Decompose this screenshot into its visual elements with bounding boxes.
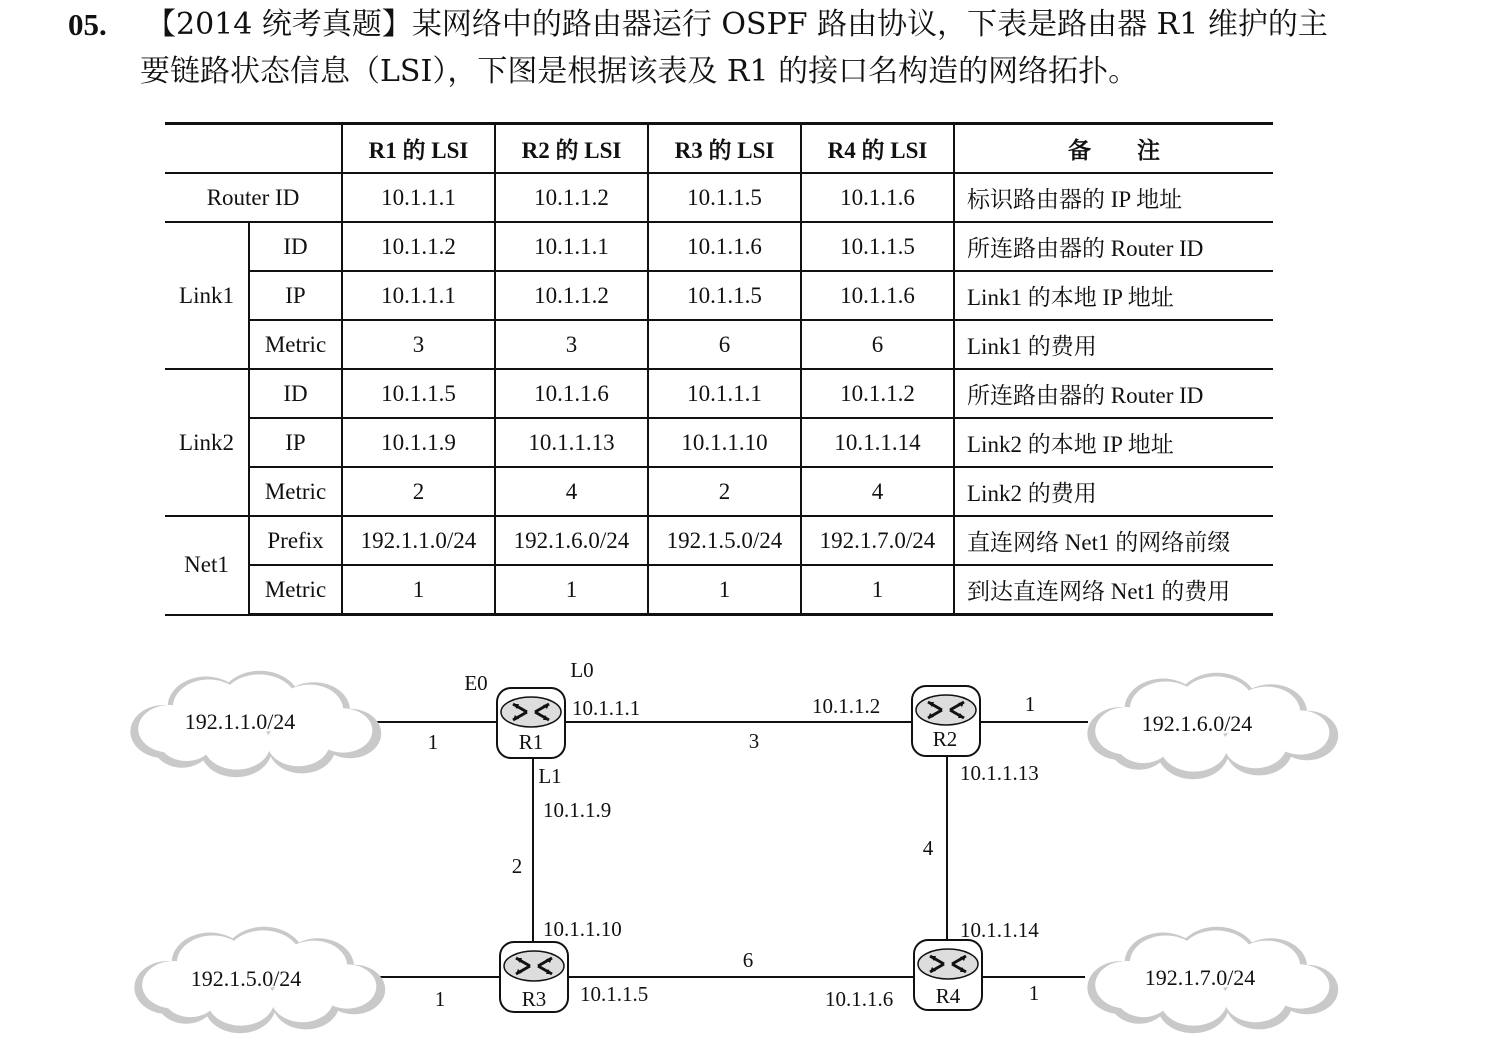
network-cloud-n3 — [134, 927, 385, 1033]
router-label: R2 — [932, 727, 958, 751]
note-cell: 标识路由器的 IP 地址 — [954, 173, 1273, 222]
ip-label: 10.1.1.5 — [580, 982, 649, 1006]
table-cell: 4 — [495, 467, 648, 516]
field-label: ID — [249, 222, 342, 271]
network-label: 192.1.6.0/24 — [1141, 711, 1253, 736]
metric-label: 1 — [434, 987, 446, 1011]
table-cell: 2 — [648, 467, 801, 516]
table-cell: 10.1.1.14 — [801, 418, 954, 467]
table-row — [165, 467, 1273, 516]
field-label: ID — [249, 369, 342, 418]
interface-label-e0: E0 — [464, 671, 488, 695]
question-line-1: 【2014 统考真题】某网络中的路由器运行 OSPF 路由协议，下表是路由器 R1 维护的主 — [146, 7, 1328, 42]
table-cell: 192.1.7.0/24 — [801, 516, 954, 565]
question-line-2: 要链路状态信息（LSI），下图是根据该表及 R1 的接口名构造的网络拓扑。 — [140, 54, 1139, 89]
field-label: Metric — [249, 320, 342, 369]
table-cell: 192.1.6.0/24 — [495, 516, 648, 565]
note-cell: 到达直连网络 Net1 的费用 — [954, 565, 1273, 615]
group-label-link1: Link1 — [165, 222, 249, 369]
table-cell: 1 — [342, 565, 495, 615]
table-row — [165, 565, 1273, 615]
router-label: R3 — [521, 987, 547, 1011]
metric-label: 1 — [1024, 692, 1036, 716]
interface-label-l1: L1 — [538, 764, 562, 788]
group-label-net1: Net1 — [165, 516, 249, 615]
table-cell: 10.1.1.5 — [648, 271, 801, 320]
table-cell: 3 — [342, 320, 495, 369]
router-r4 — [914, 940, 982, 1010]
table-cell: 3 — [495, 320, 648, 369]
question-number: 05. — [68, 7, 107, 42]
header-blank — [165, 124, 342, 174]
table-cell: 10.1.1.6 — [648, 222, 801, 271]
table-cell: 1 — [648, 565, 801, 615]
header-note: 备 注 — [954, 124, 1273, 174]
note-cell: Link2 的费用 — [954, 467, 1273, 516]
table-cell: 10.1.1.2 — [495, 271, 648, 320]
table-row — [165, 369, 1273, 418]
table-cell: 10.1.1.2 — [801, 369, 954, 418]
table-cell: 10.1.1.1 — [495, 222, 648, 271]
table-row — [165, 271, 1273, 320]
note-cell: 直连网络 Net1 的网络前缀 — [954, 516, 1273, 565]
network-label: 192.1.5.0/24 — [190, 966, 302, 991]
field-label: IP — [249, 418, 342, 467]
table-cell: 10.1.1.6 — [801, 271, 954, 320]
ip-label: 10.1.1.14 — [960, 918, 1039, 942]
table-cell: 10.1.1.10 — [648, 418, 801, 467]
table-cell: 6 — [801, 320, 954, 369]
header-r4: R4 的 LSI — [801, 124, 954, 174]
router-r1 — [497, 688, 565, 758]
group-label-link2: Link2 — [165, 369, 249, 516]
ip-label: 10.1.1.6 — [825, 987, 894, 1011]
table-cell: 10.1.1.2 — [495, 173, 648, 222]
header-r1: R1 的 LSI — [342, 124, 495, 174]
field-label: IP — [249, 271, 342, 320]
table-cell: 10.1.1.2 — [342, 222, 495, 271]
table-row — [165, 222, 1273, 271]
table-cell: 10.1.1.5 — [801, 222, 954, 271]
ip-label: 10.1.1.2 — [812, 694, 881, 718]
router-r3 — [500, 942, 568, 1012]
table-row — [165, 516, 1273, 565]
interface-label-l0: L0 — [570, 658, 594, 682]
table-cell: 10.1.1.9 — [342, 418, 495, 467]
table-cell: 10.1.1.6 — [801, 173, 954, 222]
table-cell: 10.1.1.13 — [495, 418, 648, 467]
router-label: R4 — [935, 984, 961, 1008]
table-cell: 10.1.1.5 — [648, 173, 801, 222]
table-cell: 192.1.1.0/24 — [342, 516, 495, 565]
table-row — [165, 173, 1273, 222]
metric-label: 2 — [511, 854, 523, 878]
field-label: Metric — [249, 467, 342, 516]
network-topology-diagram — [0, 640, 1504, 1046]
metric-label: 3 — [748, 729, 760, 753]
table-cell: 1 — [801, 565, 954, 615]
table-cell: 10.1.1.1 — [342, 271, 495, 320]
row-label: Router ID — [165, 173, 342, 222]
ip-label: 10.1.1.10 — [543, 917, 622, 941]
router-r2 — [912, 686, 980, 756]
ip-label: 10.1.1.9 — [543, 798, 612, 822]
note-cell: Link1 的本地 IP 地址 — [954, 271, 1273, 320]
table-row — [165, 418, 1273, 467]
table-cell: 6 — [648, 320, 801, 369]
table-header-row — [165, 124, 1273, 174]
metric-label: 4 — [922, 836, 934, 860]
table-cell: 10.1.1.1 — [648, 369, 801, 418]
table-cell: 10.1.1.6 — [495, 369, 648, 418]
metric-label: 6 — [742, 948, 754, 972]
table-cell: 10.1.1.1 — [342, 173, 495, 222]
note-cell: Link2 的本地 IP 地址 — [954, 418, 1273, 467]
metric-label: 1 — [1028, 981, 1040, 1005]
field-label: Prefix — [249, 516, 342, 565]
note-cell: 所连路由器的 Router ID — [954, 369, 1273, 418]
table-cell: 192.1.5.0/24 — [648, 516, 801, 565]
ip-label: 10.1.1.1 — [572, 696, 641, 720]
lsi-table — [165, 122, 1273, 616]
network-cloud-n2 — [1087, 673, 1338, 779]
table-cell: 1 — [495, 565, 648, 615]
ip-label: 10.1.1.13 — [960, 761, 1039, 785]
header-r2: R2 的 LSI — [495, 124, 648, 174]
network-label: 192.1.7.0/24 — [1144, 965, 1256, 990]
router-label: R1 — [518, 730, 544, 754]
note-cell: 所连路由器的 Router ID — [954, 222, 1273, 271]
table-cell: 10.1.1.5 — [342, 369, 495, 418]
network-cloud-n1 — [130, 671, 381, 777]
table-cell: 4 — [801, 467, 954, 516]
network-cloud-n4 — [1087, 927, 1338, 1033]
table-row — [165, 320, 1273, 369]
table-cell: 2 — [342, 467, 495, 516]
field-label: Metric — [249, 565, 342, 615]
note-cell: Link1 的费用 — [954, 320, 1273, 369]
metric-label: 1 — [427, 730, 439, 754]
network-label: 192.1.1.0/24 — [184, 709, 296, 734]
header-r3: R3 的 LSI — [648, 124, 801, 174]
